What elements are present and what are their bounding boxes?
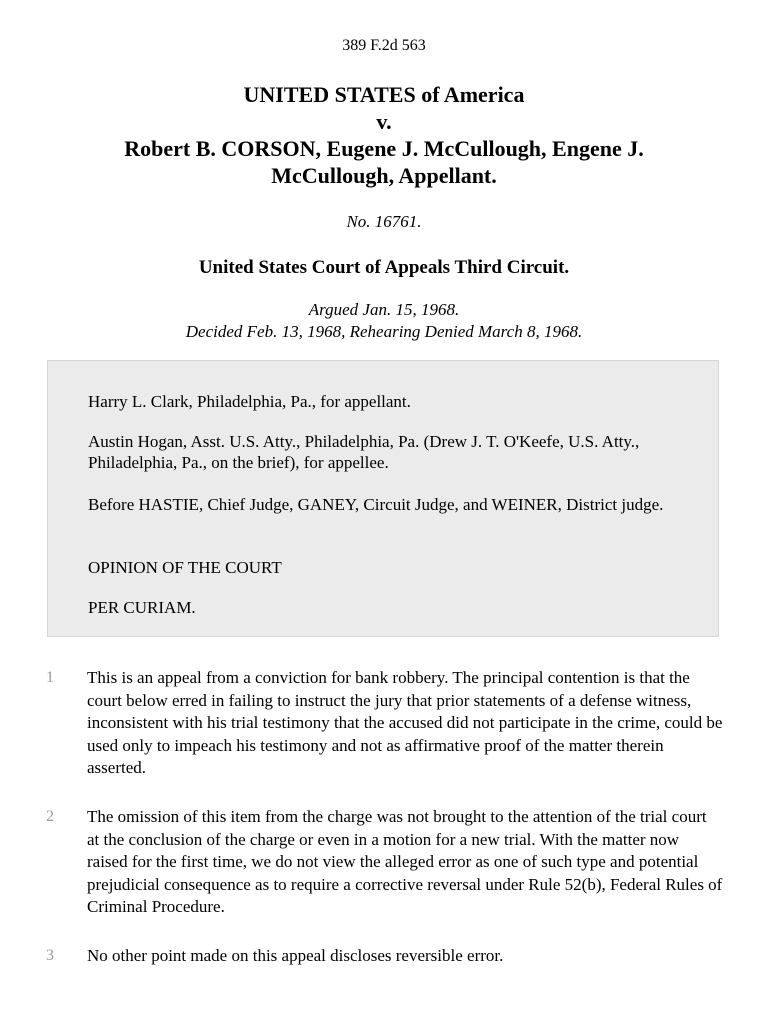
- caption-versus: v.: [376, 109, 392, 134]
- court-name: United States Court of Appeals Third Circuit.: [198, 257, 570, 278]
- paragraph-text: This is an appeal from a conviction for bank robbery. The principal contention is that the court below erred in failing to instruct the jury that prior statements of a defense witness, inconsistent with his trial testimony that the accused did not participate in the crime, could be used only to impeach his testimony and not as affirmative proof of the matter therein asserted.: [87, 668, 723, 777]
- judicial-panel: Before HASTIE, Chief Judge, GANEY, Circuit Judge, and WEINER, District judge.: [88, 495, 664, 514]
- opinion-heading: OPINION OF THE COURT: [88, 558, 282, 577]
- case-citation: 389 F.2d 563: [342, 37, 426, 54]
- caption-plaintiff: UNITED STATES of America: [243, 82, 525, 107]
- paragraph-text: No other point made on this appeal discloses reversible error.: [87, 946, 504, 965]
- paragraph-number: 1: [46, 669, 54, 686]
- caption-appellant: McCullough, Appellant.: [271, 163, 497, 188]
- docket-number: No. 16761.: [346, 212, 422, 231]
- appellee-counsel: Austin Hogan, Asst. U.S. Atty., Philadelphia, Pa. (Drew J. T. O'Keefe, U.S. Atty., Philadelphia, Pa., on the brief), for appellee.: [88, 432, 640, 472]
- headnote-box: [47, 360, 719, 637]
- caption-defendants: Robert B. CORSON, Eugene J. McCullough, Engene J.: [124, 136, 644, 161]
- paragraph-number: 2: [46, 808, 54, 825]
- per-curiam: PER CURIAM.: [88, 598, 196, 617]
- paragraph-number: 3: [46, 947, 54, 964]
- argued-date: Argued Jan. 15, 1968.: [308, 300, 460, 319]
- case-caption: [40, 81, 728, 189]
- paragraph-text: The omission of this item from the charge was not brought to the attention of the trial court at the conclusion of the charge or even in a motion for a new trial. With the matter now raised for the first time, we do not view the alleged error as one of such type and potential prejudicial consequence as to require a corrective reversal under Rule 52(b), Federal Rules of Criminal Procedure.: [87, 807, 723, 916]
- case-dates: [0, 299, 768, 343]
- decided-date: Decided Feb. 13, 1968, Rehearing Denied March 8, 1968.: [185, 322, 583, 341]
- appellant-counsel: Harry L. Clark, Philadelphia, Pa., for appellant.: [88, 392, 411, 411]
